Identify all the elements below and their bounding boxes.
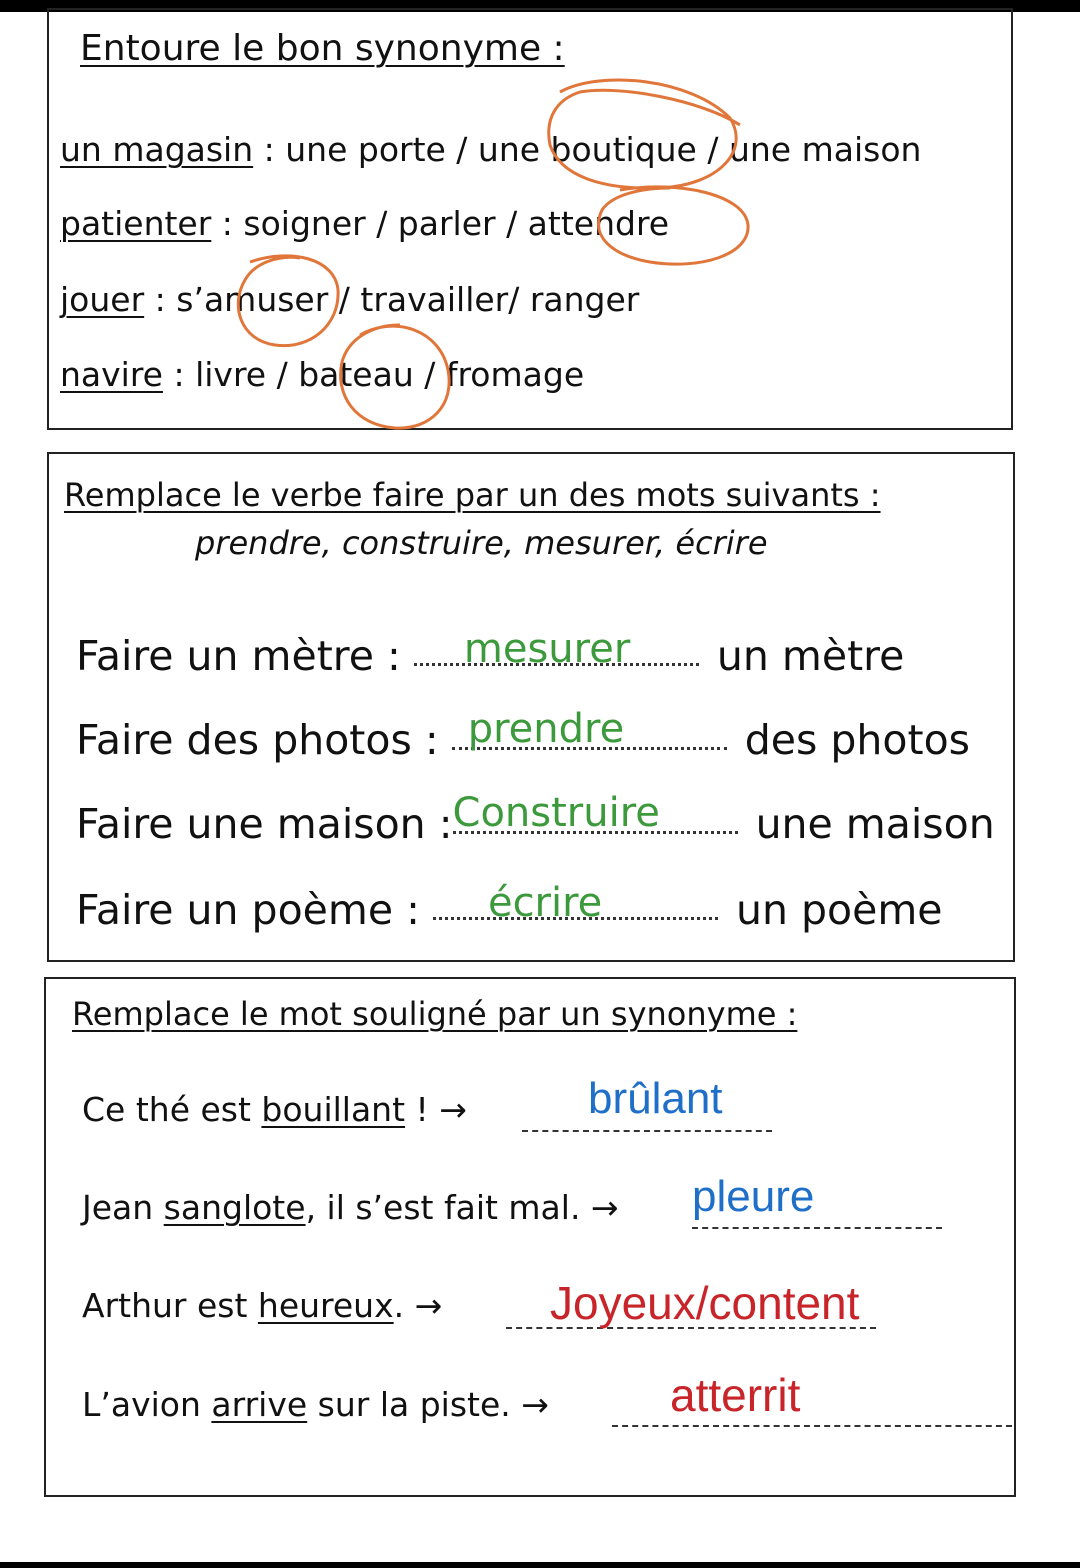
handwritten-answer: pleure (692, 1172, 815, 1221)
underlined-word: heureux (257, 1286, 394, 1325)
answer-blank (452, 790, 743, 838)
choices: s’amuser / travailler/ ranger (176, 280, 640, 319)
target-word: jouer (60, 280, 145, 319)
row-prefix: Faire un poème : (76, 886, 420, 934)
verb-row (76, 880, 943, 934)
section1-title: Entoure le bon synonyme : (80, 28, 565, 69)
verb-row (76, 706, 971, 764)
sentence-end: sur la piste. → (307, 1385, 549, 1424)
synonym-row (60, 280, 639, 319)
underlined-word: bouillant (261, 1090, 406, 1129)
sentence-start: Jean (82, 1188, 164, 1227)
choices: une porte / une boutique / une maison (285, 130, 922, 169)
section3-title: Remplace le mot souligné par un synonyme : (72, 995, 798, 1033)
row-suffix: un poème (736, 886, 943, 934)
target-word: patienter (60, 204, 212, 243)
target-word: un magasin (60, 130, 254, 169)
row-prefix: Faire un mètre : (76, 632, 401, 680)
handwritten-answer: atterrit (670, 1369, 801, 1421)
verb-row (76, 790, 995, 848)
answer-line (612, 1425, 1012, 1427)
sentence-start: Ce thé est (82, 1090, 262, 1129)
sentence-end: , il s’est fait mal. → (305, 1188, 619, 1227)
target-word: navire (60, 355, 163, 394)
sentence-end: . → (393, 1286, 443, 1325)
handwritten-answer: Joyeux/content (550, 1277, 860, 1329)
synonym-row (60, 204, 669, 243)
handwritten-answer: Construire (452, 790, 660, 836)
answer-blank (414, 626, 704, 672)
synonym-row (60, 130, 921, 169)
handwritten-answer: mesurer (463, 626, 631, 672)
answer-line (692, 1227, 942, 1229)
row-prefix: Faire une maison : (76, 800, 453, 848)
choices: soigner / parler / attendre (243, 204, 670, 243)
row-suffix: une maison (755, 800, 995, 848)
word-list: prendre, construire, mesurer, écrire (195, 524, 768, 562)
row-suffix: des photos (744, 716, 971, 764)
sentence-row (82, 1188, 619, 1227)
row-prefix: Faire des photos : (76, 716, 439, 764)
answer-blank (452, 706, 732, 754)
sentence-row (82, 1286, 442, 1325)
underlined-word: sanglote (163, 1188, 306, 1227)
separator: : (144, 280, 177, 319)
sentence-end: ! → (405, 1090, 467, 1129)
handwritten-answer: écrire (487, 880, 603, 926)
bottom-bar (0, 1562, 1080, 1568)
answer-blank (433, 880, 723, 926)
handwritten-answer: brûlant (588, 1074, 723, 1123)
section2-title: Remplace le verbe faire par un des mots suivants : (64, 476, 881, 514)
sentence-start: Arthur est (82, 1286, 258, 1325)
handwritten-answer: prendre (467, 706, 625, 752)
row-suffix: un mètre (716, 632, 905, 680)
sentence-start: L’avion (82, 1385, 212, 1424)
underlined-word: arrive (211, 1385, 308, 1424)
sentence-row (82, 1385, 549, 1424)
verb-row (76, 626, 905, 680)
separator: : (162, 355, 196, 394)
sentence-row (82, 1090, 467, 1129)
choices: livre / bateau / fromage (195, 355, 585, 394)
synonym-row (60, 355, 584, 394)
separator: : (253, 130, 286, 169)
answer-line (522, 1130, 772, 1132)
separator: : (211, 204, 244, 243)
